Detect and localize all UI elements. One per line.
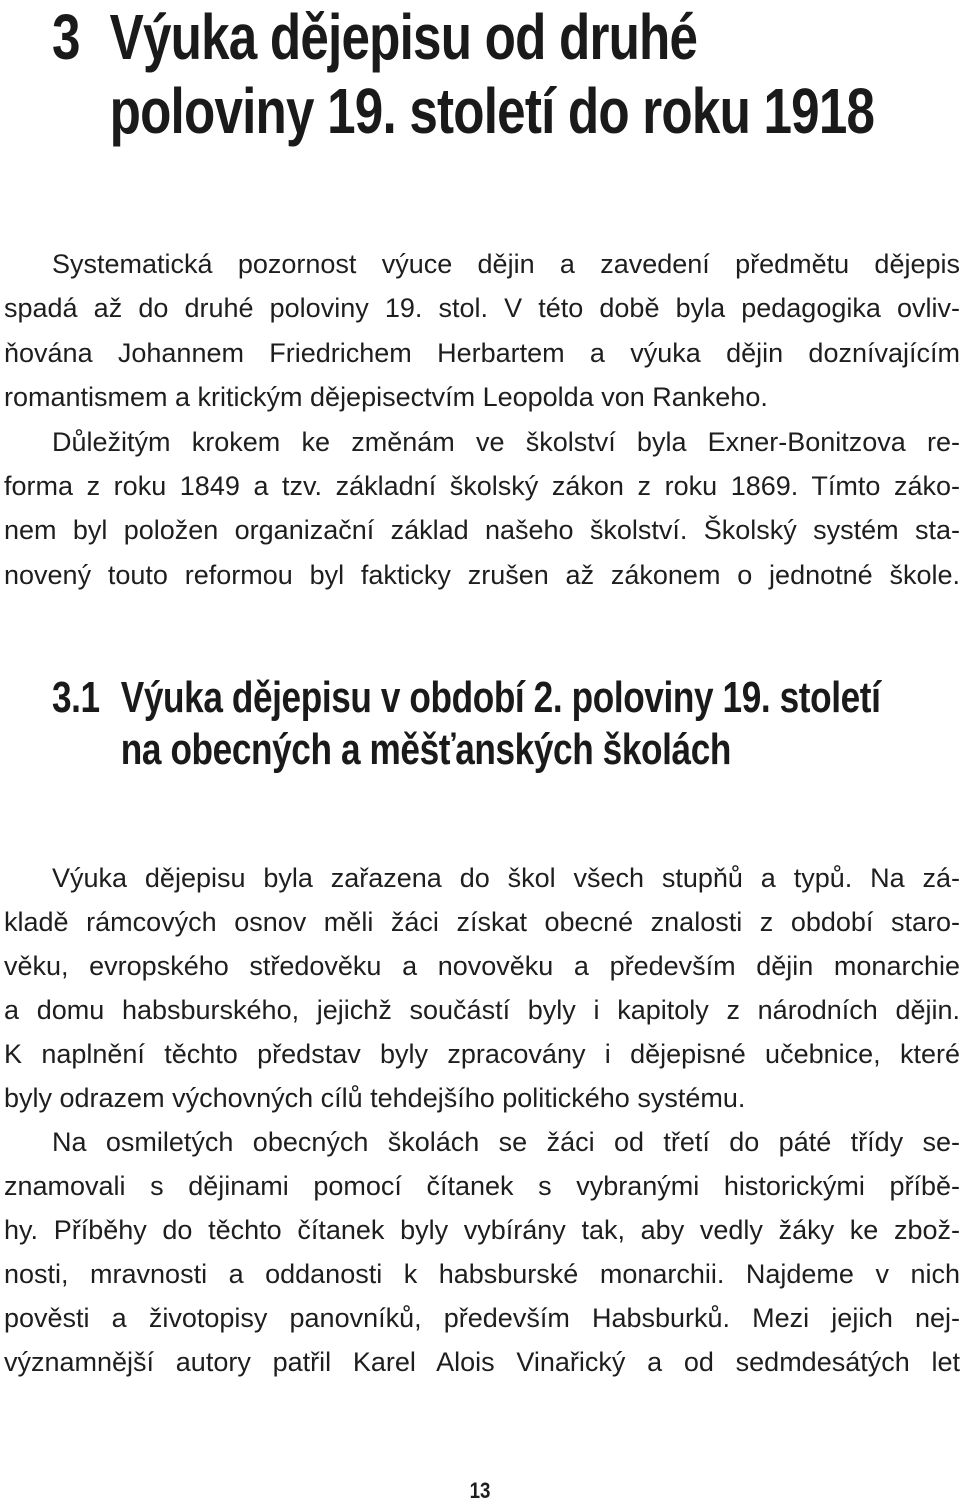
paragraph-line: Systematická pozornost výuce dějin a zavedení předmětu dějepis [52,249,960,279]
paragraph-line: forma z roku 1849 a tzv. základní školský zákon z roku 1869. Tímto záko- [4,471,960,502]
paragraph-line: a domu habsburského, jejichž součástí byly i kapitoly z národních dějin. [4,995,960,1025]
paragraph-line: pověsti a životopisy panovníků, především Habsburků. Mezi jejich nej- [4,1303,960,1333]
paragraph-line: Na osmiletých obecných školách se žáci od třetí do páté třídy se- [52,1127,960,1157]
paragraph-line: romantismem a kritickým dějepisectvím Leopolda von Rankeho. [4,382,768,413]
paragraph-line: ňována Johannem Friedrichem Herbartem a výuka dějin doznívajícím [4,337,960,368]
section-title-line-1: Výuka dějepisu v období 2. poloviny 19. století [120,673,881,722]
section-body [4,856,960,1384]
paragraph-line: kladě rámcových osnov měli žáci získat obecné znalosti z období staro- [4,907,960,937]
paragraph-line: nosti, mravnosti a oddanosti k habsburské monarchii. Najdeme v nich [4,1259,960,1289]
chapter-number: 3 [52,1,80,73]
page-number: 13 [469,1478,491,1503]
paragraph-line: Výuka dějepisu byla zařazena do škol všech stupňů a typů. Na zá- [52,863,960,893]
paragraph-line: novený touto reformou byl fakticky zrušen až zákonem o jednotné škole. [4,559,960,590]
section-number: 3.1 [52,673,100,722]
paragraph-line: znamovali s dějinami pomocí čítanek s vybranými historickými příbě- [4,1171,960,1201]
paragraph-line: Důležitým krokem ke změnám ve školství byla Exner-Bonitzova re- [52,426,960,457]
chapter-heading [52,0,874,148]
chapter-title-line-2: poloviny 19. století do roku 1918 [109,75,875,147]
chapter-title-line-1: Výuka dějepisu od druhé [109,1,698,73]
paragraph-line: hy. Příběhy do těchto čítanek byly vybírány tak, aby vedly žáky ke zbož- [4,1215,960,1245]
paragraph-line: významnější autory patřil Karel Alois Vinařický a od sedmdesátých let [4,1347,960,1377]
section-heading [52,672,881,776]
paragraph-line: spadá až do druhé poloviny 19. stol. V této době byla pedagogika ovliv- [4,293,960,324]
paragraph-line: K naplnění těchto představ byly zpracovány i dějepisné učebnice, které [4,1039,960,1069]
paragraph-line: věku, evropského středověku a novověku a především dějin monarchie [4,951,960,981]
paragraph-line: byly odrazem výchovných cílů tehdejšího politického systému. [4,1083,746,1113]
section-title-line-2: na obecných a měšťanských školách [120,725,731,774]
paragraph-line: nem byl položen organizační základ našeho školství. Školský systém sta- [4,515,960,546]
intro-paragraph [4,242,960,597]
